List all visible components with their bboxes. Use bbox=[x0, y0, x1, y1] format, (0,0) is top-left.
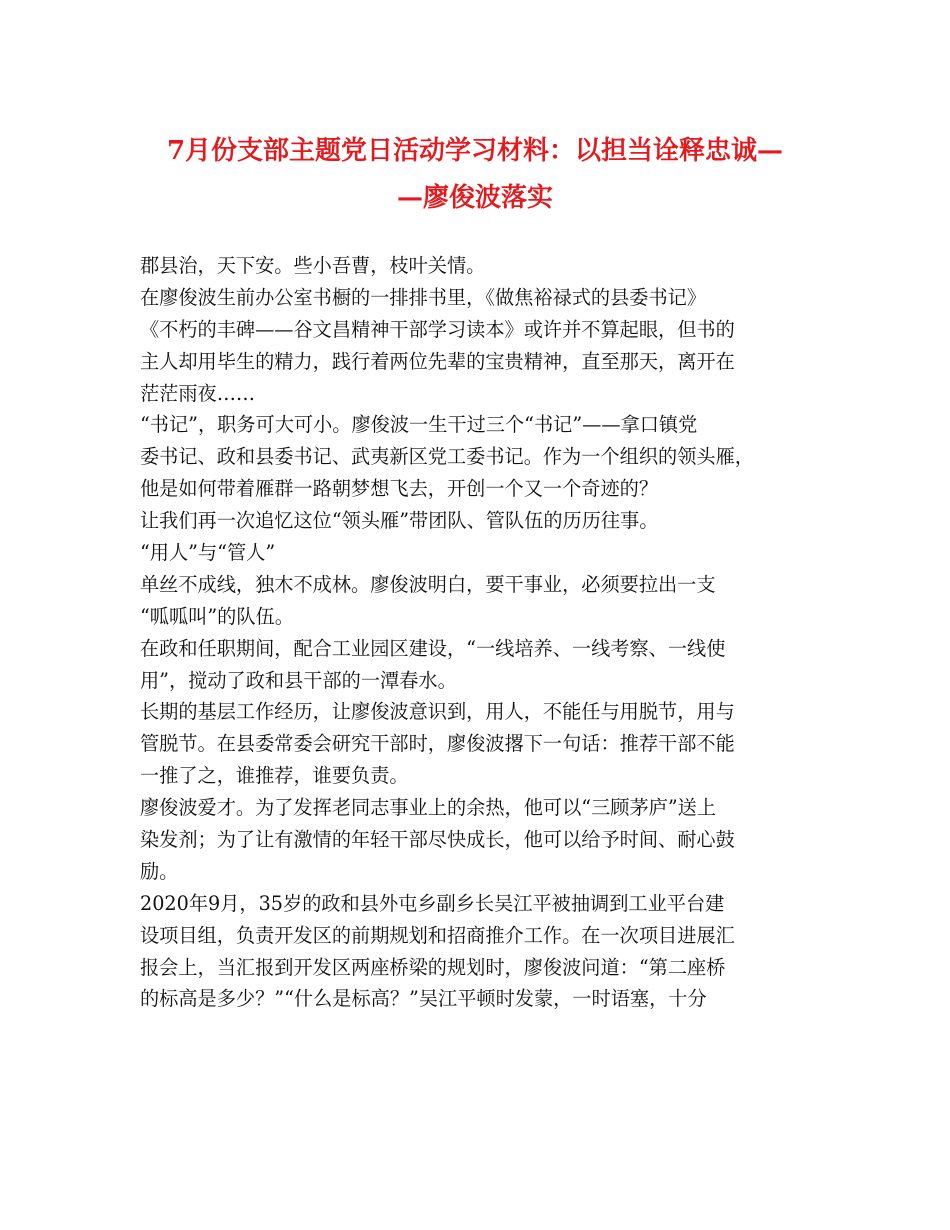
body-line: 单丝不成线，独木不成林。廖俊波明白，要干事业，必须要拉出一支 bbox=[140, 572, 716, 596]
document-title bbox=[120, 128, 830, 222]
body-line: 长期的基层工作经历，让廖俊波意识到，用人，不能任与用脱节，用与 bbox=[140, 700, 735, 724]
body-line: 用”，搅动了政和县干部的一潭春水。 bbox=[140, 668, 457, 692]
body-line: 染发剂；为了让有激情的年轻干部尽快成长，他可以给予时间、耐心鼓 bbox=[140, 828, 735, 852]
body-line: 让我们再一次追忆这位“领头雁”带团队、管队伍的历历往事。 bbox=[140, 509, 659, 533]
body-line: 在政和任职期间，配合工业园区建设，“一线培养、一线考察、一线使 bbox=[140, 636, 726, 660]
section-heading: “用人”与“管人” bbox=[140, 541, 276, 565]
body-line: 报会上，当汇报到开发区两座桥梁的规划时，廖俊波问道：“第二座桥 bbox=[140, 955, 726, 979]
body-line: 的标高是多少？”“什么是标高？”吴江平顿时发蒙，一时语塞，十分 bbox=[140, 987, 707, 1011]
body-line: 在廖俊波生前办公室书橱的一排排书里，《做焦裕禄式的县委书记》 bbox=[140, 285, 707, 309]
body-line: 设项目组，负责开发区的前期规划和招商推介工作。在一次项目进展汇 bbox=[140, 923, 735, 947]
body-line: “呱呱叫”的队伍。 bbox=[140, 604, 294, 628]
body-line: 《不朽的丰碑——谷文昌精神干部学习读本》或许并不算起眼，但书的 bbox=[140, 317, 735, 341]
body-line: 廖俊波爱才。为了发挥老同志事业上的余热，他可以“三顾茅庐”送上 bbox=[140, 796, 717, 820]
body-line: 励。 bbox=[140, 859, 179, 883]
title-line: 7月份支部主题党日活动学习材料：以担当诠释忠诚— bbox=[166, 136, 784, 166]
body-line: 郡县治，天下安。些小吾曹，枝叶关情。 bbox=[140, 254, 486, 277]
title-line: —廖俊波落实 bbox=[396, 183, 553, 213]
body-line: 管脱节。在县委常委会研究干部时，廖俊波撂下一句话：推荐干部不能 bbox=[140, 732, 735, 756]
body-line: 一推了之，谁推荐，谁要负责。 bbox=[140, 764, 409, 788]
body-line: 他是如何带着雁群一路朝梦想飞去，开创一个又一个奇迹的？ bbox=[140, 477, 659, 501]
document-body bbox=[140, 250, 830, 1015]
body-line: 茫茫雨夜…… bbox=[140, 381, 256, 405]
body-line: 2020年9月，35岁的政和县外屯乡副乡长吴江平被抽调到工业平台建 bbox=[140, 891, 725, 915]
body-line: “书记”，职务可大可小。廖俊波一生干过三个“书记”——拿口镇党 bbox=[140, 413, 698, 437]
body-line: 委书记、政和县委书记、武夷新区党工委书记。作为一个组织的领头雁， bbox=[140, 445, 754, 469]
body-line: 主人却用毕生的精力，践行着两位先辈的宝贵精神，直至那天，离开在 bbox=[140, 349, 735, 373]
